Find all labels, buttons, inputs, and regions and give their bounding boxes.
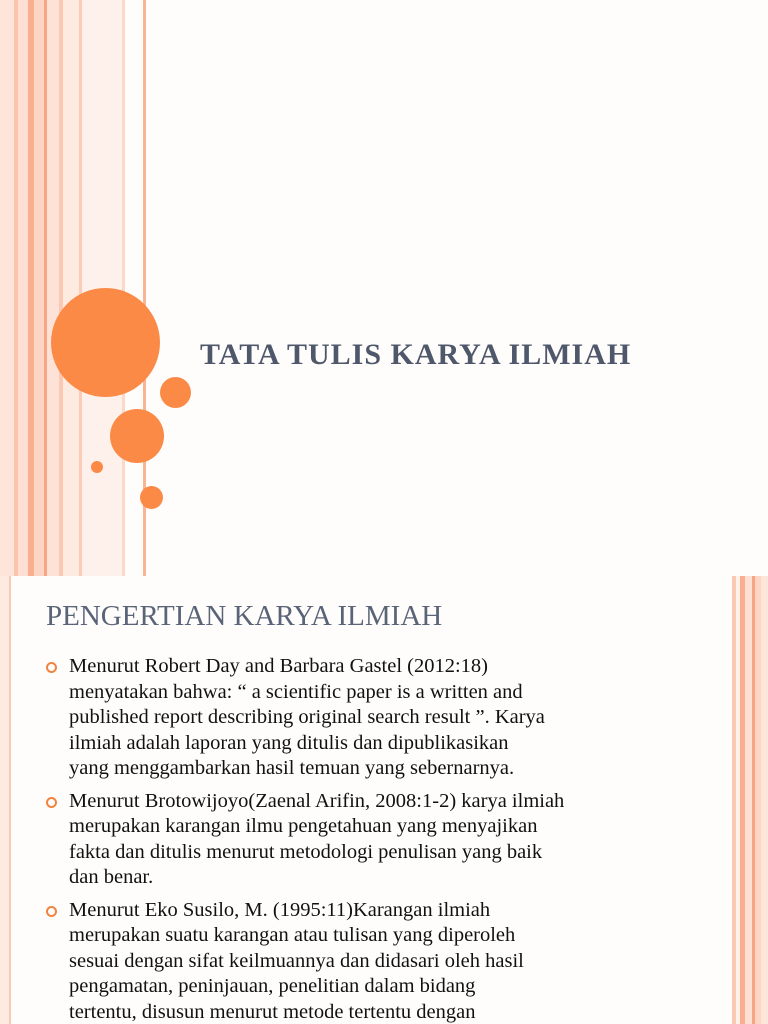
bullet-line: fakta dan ditulis menurut metodologi penulisan yang baik [69, 840, 543, 863]
decor-stripe [122, 0, 125, 576]
decor-stripe [761, 576, 768, 1024]
decor-circle-tiny [91, 461, 103, 473]
bullet-line: menyatakan bahwa: “ a scientific paper is a written and [69, 680, 523, 703]
bullet-line: Menurut Brotowijoyo(Zaenal Arifin, 2008:1-2) karya ilmiah [69, 789, 565, 812]
decor-circle-large [51, 288, 160, 397]
decor-stripe [0, 0, 14, 576]
decor-stripe [745, 576, 752, 1024]
decor-stripe [63, 0, 79, 576]
bullet-line: sesuai dengan sifat keilmuannya dan didasari oleh hasil [69, 949, 524, 972]
definition-list [46, 654, 686, 1024]
list-item [46, 789, 686, 891]
decor-stripe [9, 576, 11, 1024]
slide-title: TATA TULIS KARYA ILMIAH [200, 338, 632, 371]
decor-circle-small [160, 377, 191, 408]
bullet-line: yang menggambarkan hasil temuan yang sebernarnya. [69, 757, 515, 779]
section-title: PENGERTIAN KARYA ILMIAH [46, 600, 443, 632]
decor-stripe [18, 0, 28, 576]
decor-stripe [47, 0, 59, 576]
content-slide [0, 576, 768, 1024]
bullet-line: tertentu, disusun menurut metode tertentu dengan [69, 1000, 476, 1023]
bullet-line: merupakan suatu karangan atau tulisan yang diperoleh [69, 924, 516, 946]
bullet-line: Menurut Robert Day and Barbara Gastel (2012:18) [69, 655, 488, 677]
bullet-line: pengamatan, peninjauan, penelitian dalam bidang [69, 975, 476, 997]
bullet-line: published report describing original search result ”. Karya [69, 706, 545, 728]
bullet-line: merupakan karangan ilmu pengetahuan yang menyajikan [69, 815, 538, 837]
bullet-line: ilmiah adalah laporan yang ditulis dan dipublikasikan [69, 731, 509, 754]
decor-stripe [34, 0, 44, 576]
list-item [46, 654, 686, 782]
bullet-circle-icon [46, 662, 57, 673]
bullet-circle-icon [46, 906, 57, 917]
list-item [46, 898, 686, 1024]
decor-stripe [0, 576, 9, 1024]
decor-circle-small [140, 486, 163, 509]
decor-circle-medium [110, 409, 164, 463]
bullet-circle-icon [46, 797, 57, 808]
bullet-line: dan benar. [69, 866, 154, 888]
bullet-line: Menurut Eko Susilo, M. (1995:11)Karangan ilmiah [69, 898, 491, 921]
